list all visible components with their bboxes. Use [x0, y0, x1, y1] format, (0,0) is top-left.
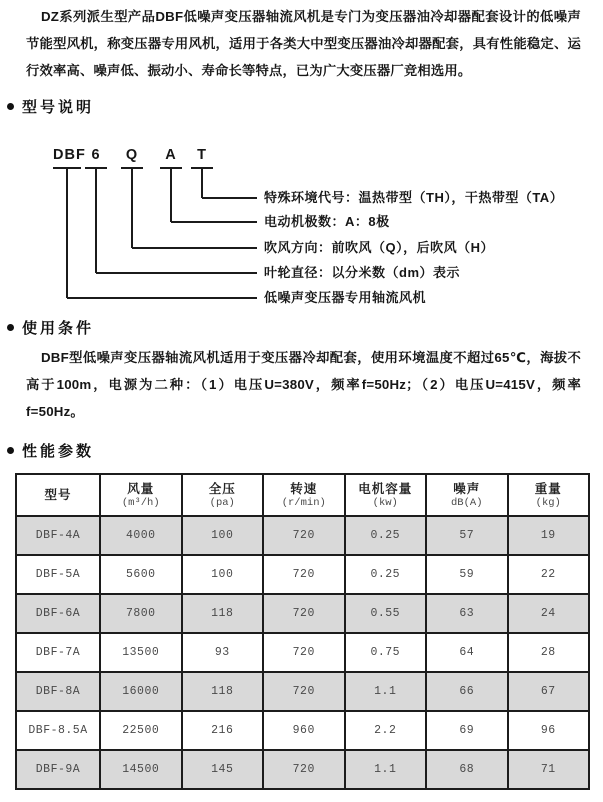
header-model: 型号: [16, 474, 100, 516]
cell-motor-capacity: 1.1: [345, 672, 427, 711]
cell-weight: 24: [508, 594, 590, 633]
cell-airflow: 22500: [100, 711, 182, 750]
cell-pressure: 118: [182, 594, 264, 633]
performance-table: [15, 473, 590, 790]
table-row: [16, 672, 589, 711]
diagram-label-poles: 电动机极数：A：8极: [264, 214, 390, 229]
section-heading-model: [7, 96, 94, 116]
cell-airflow: 13500: [100, 633, 182, 672]
cell-airflow: 7800: [100, 594, 182, 633]
cell-model: DBF-6A: [16, 594, 100, 633]
cell-model: DBF-9A: [16, 750, 100, 789]
cell-noise: 63: [426, 594, 508, 633]
table-row: [16, 750, 589, 789]
cell-airflow: 14500: [100, 750, 182, 789]
cell-noise: 68: [426, 750, 508, 789]
bullet-icon: [7, 324, 14, 331]
cell-model: DBF-4A: [16, 516, 100, 555]
cell-weight: 67: [508, 672, 590, 711]
cell-speed: 720: [263, 555, 345, 594]
cell-noise: 66: [426, 672, 508, 711]
cell-airflow: 16000: [100, 672, 182, 711]
cell-pressure: 216: [182, 711, 264, 750]
header-speed: 转速 (r/min): [263, 474, 345, 516]
cell-noise: 64: [426, 633, 508, 672]
cell-model: DBF-5A: [16, 555, 100, 594]
cell-speed: 720: [263, 633, 345, 672]
header-pressure: 全压 (pa): [182, 474, 264, 516]
code-part-diameter: 6: [91, 147, 101, 163]
cell-speed: 720: [263, 516, 345, 555]
cell-pressure: 118: [182, 672, 264, 711]
code-part-dbf: DBF: [53, 147, 86, 163]
cell-motor-capacity: 0.75: [345, 633, 427, 672]
table-row: [16, 633, 589, 672]
cell-noise: 57: [426, 516, 508, 555]
cell-weight: 28: [508, 633, 590, 672]
table-row: [16, 594, 589, 633]
table-row: [16, 711, 589, 750]
diagram-label-diameter: 叶轮直径：以分米数（dm）表示: [264, 265, 461, 280]
cell-pressure: 100: [182, 555, 264, 594]
cell-motor-capacity: 0.25: [345, 516, 427, 555]
cell-airflow: 4000: [100, 516, 182, 555]
header-airflow: 风量 (m³/h): [100, 474, 182, 516]
cell-noise: 59: [426, 555, 508, 594]
cell-motor-capacity: 0.25: [345, 555, 427, 594]
cell-weight: 22: [508, 555, 590, 594]
cell-motor-capacity: 1.1: [345, 750, 427, 789]
usage-paragraph: DBF型低噪声变压器轴流风机适用于变压器冷却配套，使用环境温度不超过65℃，海拔不高于100m，电源为二种：（1）电压U=380V，频率f=50Hz；（2）电压U=415V，频率f=50Hz。: [26, 350, 581, 419]
table-row: [16, 516, 589, 555]
cell-weight: 19: [508, 516, 590, 555]
cell-pressure: 100: [182, 516, 264, 555]
cell-speed: 720: [263, 594, 345, 633]
header-weight: 重量 (kg): [508, 474, 590, 516]
section-title-model: 型号说明: [22, 98, 95, 116]
diagram-label-direction: 吹风方向：前吹风（Q），后吹风（H）: [264, 240, 495, 255]
cell-model: DBF-7A: [16, 633, 100, 672]
cell-pressure: 93: [182, 633, 264, 672]
cell-pressure: 145: [182, 750, 264, 789]
header-motor-capacity: 电机容量 (kw): [345, 474, 427, 516]
bullet-icon: [7, 447, 14, 454]
code-part-direction: Q: [125, 147, 139, 163]
cell-airflow: 5600: [100, 555, 182, 594]
cell-speed: 720: [263, 750, 345, 789]
cell-model: DBF-8.5A: [16, 711, 100, 750]
table-header-row: [16, 474, 589, 516]
cell-weight: 71: [508, 750, 590, 789]
cell-motor-capacity: 2.2: [345, 711, 427, 750]
cell-noise: 69: [426, 711, 508, 750]
header-noise: 噪声 dB(A): [426, 474, 508, 516]
section-heading-performance: [7, 440, 94, 460]
cell-model: DBF-8A: [16, 672, 100, 711]
diagram-label-env: 特殊环境代号：温热带型（TH），干热带型（TA）: [264, 190, 564, 205]
cell-weight: 96: [508, 711, 590, 750]
diagram-label-series: 低噪声变压器专用轴流风机: [264, 290, 427, 305]
bullet-icon: [7, 103, 14, 110]
table-row: [16, 555, 589, 594]
cell-motor-capacity: 0.55: [345, 594, 427, 633]
code-part-poles: A: [165, 147, 177, 163]
section-title-usage: 使用条件: [22, 319, 95, 337]
section-heading-usage: [7, 317, 94, 337]
code-part-env: T: [197, 147, 207, 163]
cell-speed: 720: [263, 672, 345, 711]
intro-paragraph: DZ系列派生型产品DBF低噪声变压器轴流风机是专门为变压器油冷却器配套设计的低噪声节能型风机，称变压器专用风机，适用于各类大中型变压器油冷却器配套，具有性能稳定、运行效率高、噪声低、振动小、寿命长等特点，已为广大变压器厂竞相选用。: [26, 9, 581, 78]
cell-speed: 960: [263, 711, 345, 750]
section-title-performance: 性能参数: [22, 442, 95, 460]
model-code-diagram: [0, 140, 603, 313]
